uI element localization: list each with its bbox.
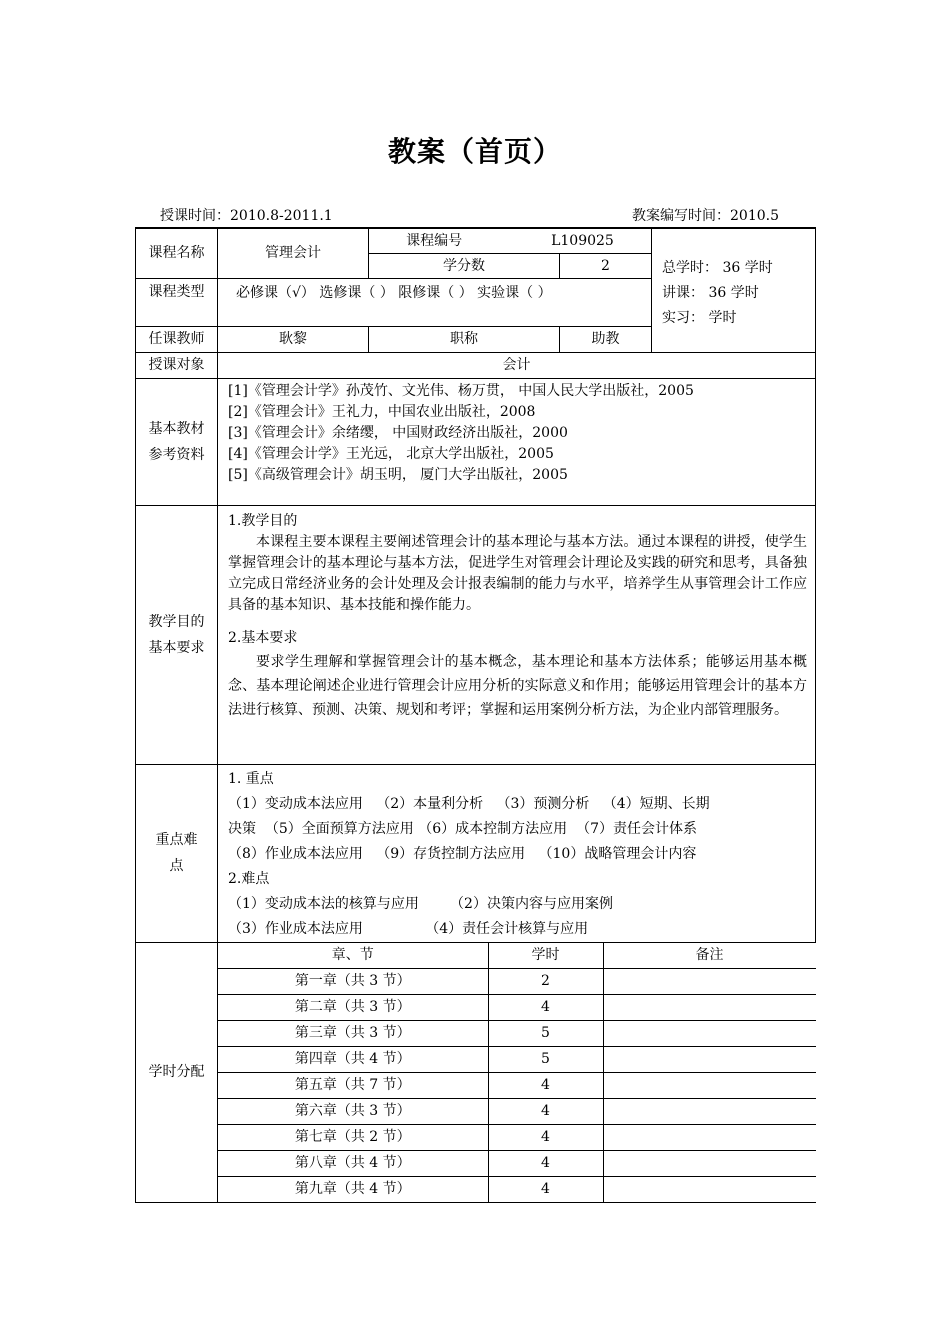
table-row [218,1046,816,1072]
course-name-label: 课程名称 [136,228,218,278]
table-row [218,994,816,1020]
note-cell [603,1098,816,1124]
note-cell [603,1176,816,1202]
objective-heading-1: 1.教学目的 [228,512,298,529]
table-row [218,1176,816,1202]
teach-time: 授课时间：2010.8-2011.1 [160,208,333,224]
write-time: 教案编写时间：2010.5 [632,208,779,224]
keypoint-line: 决策 （5）全面预算方法应用 （6）成本控制方法应用 （7）责任会计体系 [228,820,697,837]
title-label: 职称 [369,326,560,352]
note-cell [603,968,816,994]
hours-cell: 5 [488,1020,603,1046]
book-item: [2]《管理会计》王礼力，中国农业出版社，2008 [228,403,536,420]
table-row [218,1072,816,1098]
keypoints-label: 重点难 点 [136,764,218,942]
table-row [218,968,816,994]
keypoint-line: （1）变动成本法应用 （2）本量利分析 （3）预测分析 （4）短期、长期 [228,795,710,812]
books-label: 基本教材 参考资料 [136,378,218,505]
credit-label: 学分数 [369,253,560,278]
table-row [218,1098,816,1124]
chapter-cell: 第八章（共 4 节） [218,1150,488,1176]
course-code-label: 课程编号 [406,232,463,249]
teacher-label: 任课教师 [136,326,218,352]
objective-paragraph-2: 要求学生理解和掌握管理会计的基本概念，基本理论和基本方法体系；能够运用基本概念、基本理论阐述企业进行管理会计应用分析的实际意义和作用；能够运用管理会计的基本方法进行核算、预测、决策、规划和考评；掌握和运用案例分析方法，为企业内部管理服务。 [228,653,807,718]
hours-cell: 4 [488,1072,603,1098]
chapter-cell: 第四章（共 4 节） [218,1046,488,1072]
objective-heading-2: 2.基本要求 [228,629,298,646]
header-chapter: 章、节 [218,943,488,969]
chapter-cell: 第三章（共 3 节） [218,1020,488,1046]
lesson-plan-table [135,227,816,1203]
objectives-label: 教学目的 基本要求 [136,505,218,764]
book-item: [1]《管理会计学》孙茂竹、文光伟、杨万贯， 中国人民大学出版社，2005 [228,382,694,399]
hours-total: 总学时： 36 学时 [662,260,773,276]
note-cell [603,1046,816,1072]
keypoints-content [218,764,816,942]
course-name-value: 管理会计 [218,228,369,278]
hours-cell: 4 [488,1098,603,1124]
book-item: [4]《管理会计学》王光远， 北京大学出版社，2005 [228,445,554,462]
book-item: [3]《管理会计》余绪缨， 中国财政经济出版社，2000 [228,424,568,441]
hours-cell: 4 [488,1124,603,1150]
keypoint-line: 2.难点 [228,870,270,887]
keypoint-line: （3）作业成本法应用 （4）责任会计核算与应用 [228,920,589,937]
book-item: [5]《高级管理会计》胡玉明， 厦门大学出版社，2005 [228,466,568,483]
course-type-label: 课程类型 [136,278,218,326]
table-row [218,1124,816,1150]
course-code-cell [369,228,652,253]
hours-distribution [218,942,816,1202]
chapter-cell: 第六章（共 3 节） [218,1098,488,1124]
teacher-value: 耿黎 [218,326,369,352]
hours-cell: 4 [488,1176,603,1202]
hours-distribution-label: 学时分配 [136,942,218,1202]
hours-cell: 4 [488,994,603,1020]
hours-lecture: 讲课： 36 学时 [662,285,759,301]
note-cell [603,1072,816,1098]
objective-paragraph-1: 本课程主要本课程主要阐述管理会计的基本理论与基本方法。通过本课程的讲授，使学生掌握管理会计的基本理论与基本方法，促进学生对管理会计理论及实践的研究和思考，具备独立完成日常经济业务的会计处理及会计报表编制的能力与水平，培养学生从事管理会计工作应具备的基本知识、基本技能和操作能力。 [228,533,807,613]
objectives-content [218,505,816,764]
hours-header-row [218,943,816,969]
keypoint-line: （8）作业成本法应用 （9）存货控制方法应用 （10）战略管理会计内容 [228,845,697,862]
books-list [218,378,816,505]
header-hours: 学时 [488,943,603,969]
keypoint-line: （1）变动成本法的核算与应用 （2）决策内容与应用案例 [228,895,613,912]
course-code-value: L109025 [551,232,614,249]
table-row [218,1020,816,1046]
course-type-value: 必修课（√） 选修课（ ） 限修课（ ） 实验课（ ） [218,278,652,326]
chapter-cell: 第一章（共 3 节） [218,968,488,994]
hours-cell: 4 [488,1150,603,1176]
credit-value: 2 [560,253,652,278]
chapter-cell: 第九章（共 4 节） [218,1176,488,1202]
hours-cell: 2 [488,968,603,994]
hours-summary [652,228,816,352]
keypoint-line: 1. 重点 [228,770,274,787]
chapter-cell: 第二章（共 3 节） [218,994,488,1020]
note-cell [603,1020,816,1046]
note-cell [603,1124,816,1150]
page-title: 教案（首页） [387,135,562,168]
note-cell [603,1150,816,1176]
hours-table [218,943,816,1202]
hours-lab: 实习： 学时 [662,310,737,326]
header-note: 备注 [603,943,816,969]
audience-label: 授课对象 [136,352,218,378]
title-value: 助教 [560,326,652,352]
audience-value: 会计 [218,352,816,378]
table-row [218,1150,816,1176]
chapter-cell: 第五章（共 7 节） [218,1072,488,1098]
chapter-cell: 第七章（共 2 节） [218,1124,488,1150]
note-cell [603,994,816,1020]
hours-cell: 5 [488,1046,603,1072]
